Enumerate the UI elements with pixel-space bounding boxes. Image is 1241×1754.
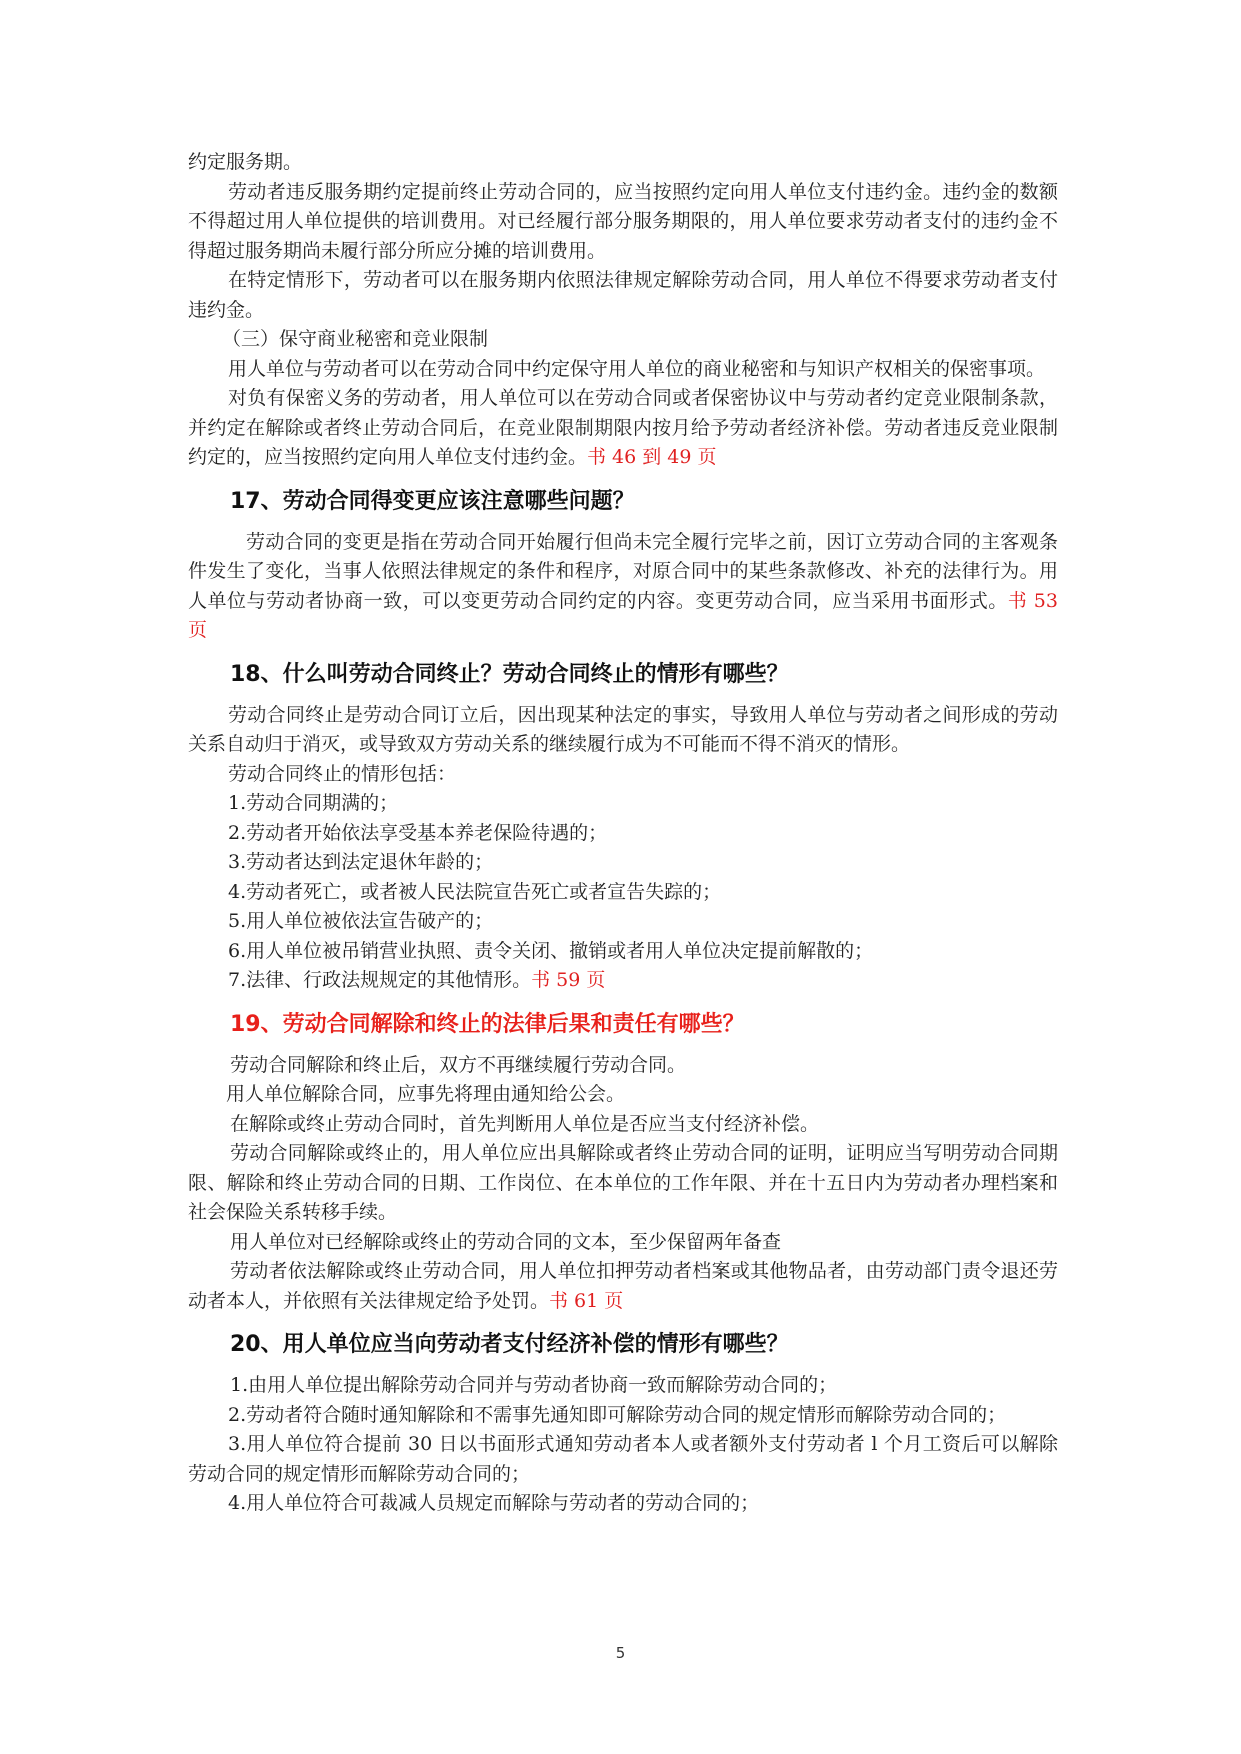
list-item: 1.由用人单位提出解除劳动合同并与劳动者协商一致而解除劳动合同的；	[230, 1374, 838, 1396]
list-item: 5.用人单位被依法宣告破产的；	[228, 910, 494, 932]
paragraph	[188, 1257, 1058, 1316]
paragraph	[188, 528, 1058, 646]
list-item: 6.用人单位被吊销营业执照、责令关闭、撤销或者用人单位决定提前解散的；	[228, 939, 874, 962]
list-item: 4.用人单位符合可裁减人员规定而解除与劳动者的劳动合同的；	[228, 1492, 760, 1514]
paragraph: 劳动者违反服务期约定提前终止劳动合同的，应当按照约定向用人单位支付违约金。违约金的数额不得超过用人单位提供的培训费用。对已经履行部分服务期限的，用人单位要求劳动者支付的违约金不得超过服务期尚未履行部分所应分摊的培训费用。	[188, 180, 1058, 262]
list-item: 3.用人单位符合提前 30 日以书面形式通知劳动者本人或者额外支付劳动者 l 个月工资后可以解除劳动合同的规定情形而解除劳动合同的；	[188, 1433, 1058, 1485]
book-page-reference: 书 46 到 49 页	[587, 446, 717, 468]
list-item	[188, 966, 1058, 996]
termination-list	[188, 789, 1058, 996]
paragraph-text: 劳动者依法解除或终止劳动合同，用人单位扣押劳动者档案或其他物品者，由劳动部门责令退还劳动者本人，并依照有关法律规定给予处罚。	[188, 1260, 1058, 1312]
list-item: 3.劳动者达到法定退休年龄的；	[228, 851, 494, 873]
paragraph-text: 劳动合同的变更是指在劳动合同开始履行但尚未完全履行完毕之前，因订立劳动合同的主客观条件发生了变化，当事人依照法律规定的条件和程序，对原合同中的某些条款修改、补充的法律行为。用人单位与劳动者协商一致，可以变更劳动合同约定的内容。变更劳动合同，应当采用书面形式。	[188, 530, 1058, 612]
list-item: 4.劳动者死亡，或者被人民法院宣告死亡或者宣告失踪的；	[228, 880, 722, 903]
paragraph: 用人单位与劳动者可以在劳动合同中约定保守用人单位的商业秘密和与知识产权相关的保密事项。	[228, 357, 1046, 380]
paragraph: 用人单位对已经解除或终止的劳动合同的文本，至少保留两年备查	[230, 1230, 782, 1253]
book-page-reference: 书 59 页	[531, 969, 606, 991]
list-intro: 劳动合同终止的情形包括：	[228, 762, 457, 785]
list-item: 2.劳动者开始依法享受基本养老保险待遇的；	[228, 821, 608, 844]
list-item: 1.劳动合同期满的；	[228, 792, 399, 814]
question-heading-18: 18、什么叫劳动合同终止？劳动合同终止的情形有哪些？	[230, 661, 789, 687]
paragraph: 约定服务期。	[188, 151, 303, 173]
paragraph: 劳动合同解除或终止的，用人单位应出具解除或者终止劳动合同的证明，证明应当写明劳动合同期限、解除和终止劳动合同的日期、工作岗位、在本单位的工作年限、并在十五日内为劳动者办理档案和社会保险关系转移手续。	[188, 1142, 1058, 1223]
question-heading-17: 17、劳动合同得变更应该注意哪些问题？	[230, 488, 635, 514]
book-page-reference: 书 53 页	[188, 589, 1058, 641]
paragraph: 劳动合同终止是劳动合同订立后，因出现某种法定的事实，导致用人单位与劳动者之间形成的劳动关系自动归于消灭，或导致双方劳动关系的继续履行成为不可能而不得不消灭的情形。	[188, 703, 1058, 755]
compensation-list	[188, 1371, 1058, 1519]
page-number: 5	[615, 1644, 626, 1662]
paragraph-text: 对负有保密义务的劳动者，用人单位可以在劳动合同或者保密协议中与劳动者约定竞业限制条款，并约定在解除或者终止劳动合同后，在竞业限制期限内按月给予劳动者经济补偿。劳动者违反竞业限制约定的，应当按照约定向用人单位支付违约金。	[188, 387, 1058, 468]
question-heading-20: 20、用人单位应当向劳动者支付经济补偿的情形有哪些？	[230, 1332, 789, 1357]
paragraph: 劳动合同解除和终止后，双方不再继续履行劳动合同。	[230, 1053, 687, 1076]
paragraph: 在特定情形下，劳动者可以在服务期内依照法律规定解除劳动合同，用人单位不得要求劳动者支付违约金。	[188, 269, 1058, 321]
section-subheading: （三）保守商业秘密和竞业限制	[222, 328, 489, 350]
paragraph: 用人单位解除合同，应事先将理由通知给公会。	[226, 1083, 626, 1105]
list-item-text: 7.法律、行政法规规定的其他情形。	[228, 969, 532, 991]
list-item: 2.劳动者符合随时通知解除和不需事先通知即可解除劳动合同的规定情形而解除劳动合同的；	[228, 1403, 1007, 1426]
book-page-reference: 书 61 页	[549, 1289, 624, 1312]
question-heading-19: 19、劳动合同解除和终止的法律后果和责任有哪些？	[230, 1011, 745, 1037]
paragraph	[188, 384, 1058, 473]
paragraph: 在解除或终止劳动合同时，首先判断用人单位是否应当支付经济补偿。	[230, 1112, 820, 1135]
page-content	[188, 148, 1058, 1519]
